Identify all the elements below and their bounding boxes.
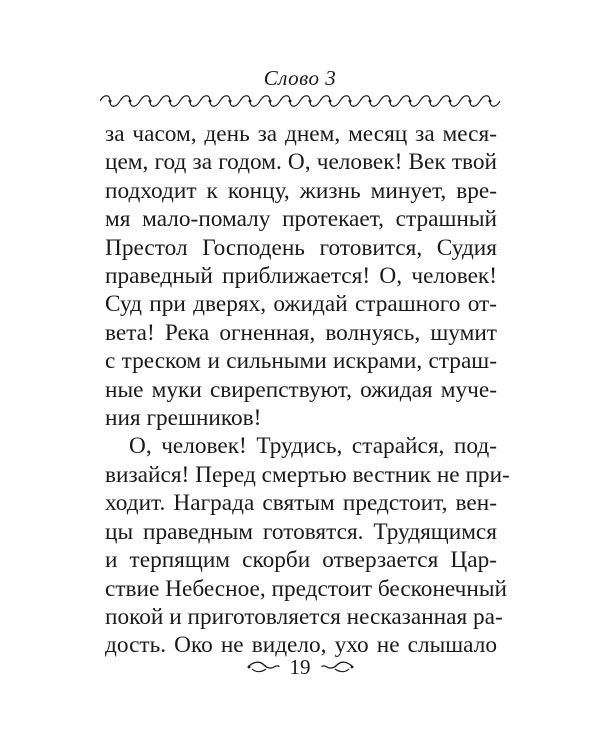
ornament-dot	[129, 100, 132, 103]
ornament-dot	[109, 100, 112, 103]
text-line: и терпящим скорби отверзается Цар-	[105, 547, 497, 574]
text-line: О, человек! Трудись, старайся, под-	[129, 433, 497, 460]
page-body	[105, 120, 510, 660]
ornament-dot	[309, 100, 312, 103]
text-line: мя мало-помалу протекает, страшный	[105, 206, 497, 233]
text-line: вета! Река огненная, волнуясь, шумит	[105, 319, 497, 346]
ornament-dot	[229, 100, 232, 103]
ornament-dot	[409, 100, 412, 103]
text-line: визайся! Перед смертью вестник не при-	[105, 461, 510, 488]
ornament-dot	[389, 100, 392, 103]
text-line: дость. Око не видело, ухо не слышало	[105, 632, 497, 659]
ornament-dot	[349, 100, 352, 103]
text-line: ствие Небесное, предстоит бесконечный	[105, 575, 507, 602]
text-line: Престол Господень готовится, Судия	[105, 234, 497, 261]
text-line: цы праведным готовятся. Трудящимся	[105, 518, 497, 545]
right-flourish-icon	[321, 660, 355, 674]
ornament-dot	[329, 100, 332, 103]
paragraph-1	[105, 120, 497, 432]
text-line: ния грешников!	[105, 405, 262, 432]
ornament-dot	[369, 100, 372, 103]
ornament-dot	[289, 100, 292, 103]
ornament-dot	[469, 100, 472, 103]
ornament-dot	[149, 100, 152, 103]
paragraph-2	[105, 432, 510, 659]
ornament-dot	[269, 100, 272, 103]
ornament-dot	[169, 100, 172, 103]
text-line: ходит. Награда святым предстоит, вен-	[105, 490, 497, 517]
page-footer	[0, 655, 600, 679]
text-line: за часом, день за днем, месяц за меся-	[105, 121, 497, 147]
ornament-dot	[449, 100, 452, 103]
ornament-dot	[249, 100, 252, 103]
text-line: покой и приготовляется несказанная ра-	[105, 603, 503, 630]
text-line: праведный приближается! О, человек!	[105, 263, 497, 290]
page-number: 19	[289, 655, 311, 679]
text-line: ные муки свирепствуют, ожидая муче-	[105, 376, 497, 403]
ornament-dot	[209, 100, 212, 103]
ornamental-divider	[100, 92, 500, 110]
left-flourish-icon	[246, 660, 280, 674]
ornament-dot	[429, 100, 432, 103]
text-line: с треском и сильными искрами, страш-	[105, 348, 497, 375]
ornament-dot	[189, 100, 192, 103]
ornament-dot	[489, 100, 492, 103]
text-line: подходит к концу, жизнь минует, вре-	[105, 177, 497, 204]
running-header: Слово 3	[263, 66, 337, 90]
text-line: цем, год за годом. О, человек! Век твой	[105, 149, 497, 176]
text-line: Суд при дверях, ожидай страшного от-	[105, 291, 497, 318]
